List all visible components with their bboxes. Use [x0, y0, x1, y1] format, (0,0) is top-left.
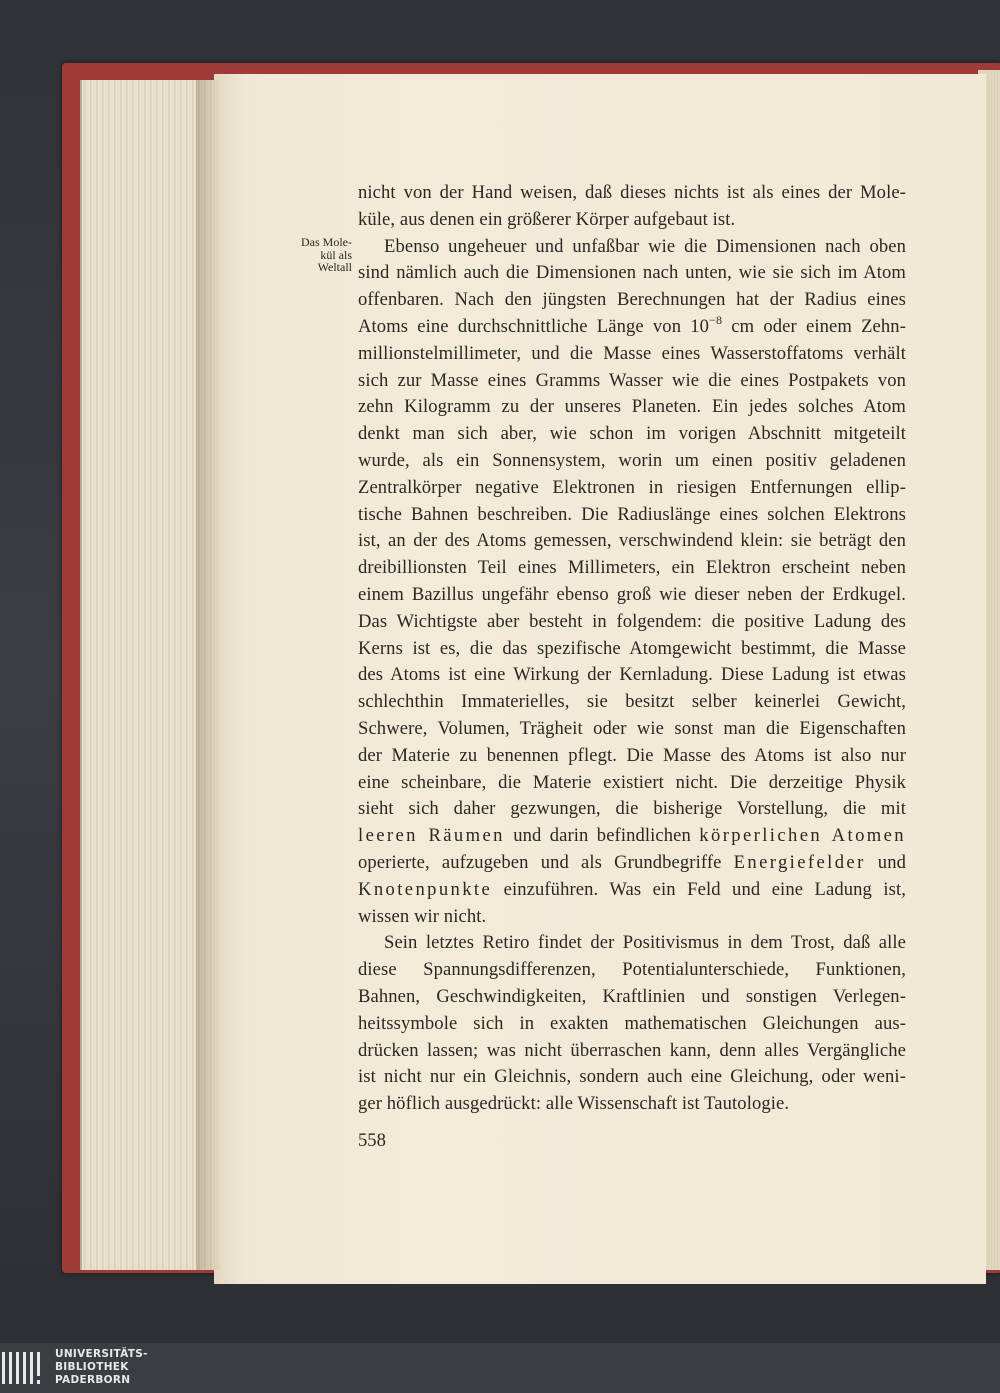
text-line: küle, aus denen ein größerer Körper aufgebaut ist. — [358, 208, 736, 230]
library-footer — [0, 1343, 1000, 1393]
text-line: drücken lassen; was nicht überraschen kann, denn alles Vergängliche — [358, 1039, 906, 1061]
text-line: Schwere, Volumen, Trägheit oder wie sonst man die Eigenschaften — [358, 717, 906, 739]
text-line: schlechthin Immaterielles, sie besitzt selber keinerlei Gewicht, — [358, 691, 906, 713]
text-line: ist nicht nur ein Gleichnis, sondern auch eine Gleichung, oder weni- — [358, 1066, 906, 1088]
text-line: wissen wir nicht. — [358, 905, 487, 927]
paragraph-2 — [358, 234, 906, 931]
text-line — [358, 850, 906, 877]
text-segment: und — [865, 851, 906, 873]
paragraph-3 — [358, 930, 906, 1118]
text-line: nicht von der Hand weisen, daß dieses nichts ist als eines der Mole- — [358, 182, 906, 203]
exponent: −8 — [709, 312, 723, 327]
logo-line: UNIVERSITÄTS- — [55, 1348, 148, 1360]
text-line: Ebenso ungeheuer und unfaßbar wie die Dimensionen nach oben — [384, 235, 906, 257]
library-logo-text — [55, 1348, 148, 1387]
text-line: tische Bahnen beschreiben. Die Radiuslänge eines solchen Elektrons — [358, 503, 906, 525]
text-segment: cm oder einem Zehn- — [722, 315, 906, 337]
text-line: des Atoms ist eine Wirkung der Kernladung. Diese Ladung ist etwas — [358, 664, 906, 686]
text-line: einem Bazillus ungefähr ebenso groß wie dieser neben der Erdkugel. — [358, 583, 906, 605]
text-line: sieht sich daher gezwungen, die bisherige Vorstellung, die mit — [358, 798, 906, 820]
spaced-term: Knotenpunkte — [358, 878, 493, 900]
logo-line: BIBLIOTHEK — [55, 1361, 129, 1373]
text-line: sich zur Masse eines Gramms Wasser wie die eines Postpakets von — [358, 369, 906, 391]
text-line: zehn Kilogramm zu der unseres Planeten. Ein jedes solches Atom — [358, 396, 906, 418]
text-line: der Materie zu benennen pflegt. Die Masse des Atoms ist also nur — [358, 744, 906, 766]
text-line — [358, 314, 906, 341]
text-segment: operierte, aufzugeben und als Grundbegriffe — [358, 851, 722, 873]
text-line: diese Spannungsdifferenzen, Potentialunterschiede, Funktionen, — [358, 959, 906, 981]
text-line: Zentralkörper negative Elektronen in riesigen Entfernungen ellip- — [358, 476, 906, 498]
text-line: eine scheinbare, die Materie existiert nicht. Die derzeitige Physik — [358, 771, 906, 793]
margin-note-line: Das Mole- — [301, 235, 352, 249]
spaced-term: leeren Räumen — [358, 825, 505, 847]
margin-note-line: kül als — [320, 247, 352, 262]
text-line: heitssymbole sich in exakten mathematischen Gleichungen aus- — [358, 1012, 906, 1034]
text-segment: einzuführen. Was ein Feld und eine Ladung ist, — [492, 878, 906, 900]
text-line: millionstelmillimeter, und die Masse eines Wasserstoffatoms verhält — [358, 342, 906, 364]
text-line: Kerns ist es, die das spezifische Atomgewicht bestimmt, die Masse — [358, 637, 906, 659]
text-segment: Atoms eine durchschnittliche Länge von 10 — [358, 315, 710, 337]
text-line: ger höflich ausgedrückt: alle Wissenschaft ist Tautologie. — [358, 1093, 790, 1115]
text-line: dreibillionsten Teil eines Millimeters, ein Elektron erscheint neben — [358, 557, 906, 579]
text-line: sind nämlich auch die Dimensionen nach unten, wie sie sich im Atom — [358, 262, 906, 284]
margin-note — [284, 236, 352, 274]
body-text — [358, 180, 906, 1118]
text-line: Das Wichtigste aber besteht in folgendem: die positive Ladung des — [358, 610, 906, 632]
text-segment: und darin befindlichen — [504, 825, 700, 847]
margin-note-line: Weltall — [317, 260, 352, 274]
library-logo-icon — [0, 1348, 48, 1388]
text-line: Sein letztes Retiro findet der Positivismus in dem Trost, daß alle — [384, 932, 906, 954]
text-line: wurde, als ein Sonnensystem, worin um einen positiv geladenen — [358, 449, 906, 471]
page-number: 558 — [358, 1130, 386, 1151]
paragraph-1 — [358, 180, 906, 234]
gutter-shadow — [196, 80, 222, 1270]
text-line — [358, 823, 906, 850]
text-line: Bahnen, Geschwindigkeiten, Kraftlinien und sonstigen Verlegen- — [358, 985, 906, 1007]
text-line: offenbaren. Nach den jüngsten Berechnungen hat der Radius eines — [358, 289, 906, 311]
spaced-term: körperlichen Atomen — [699, 825, 906, 847]
logo-line: PADERBORN — [55, 1374, 131, 1386]
spaced-term: Energiefelder — [733, 851, 866, 873]
text-line: ist, an der des Atoms gemessen, verschwindend klein: sie beträgt den — [358, 530, 906, 552]
text-line — [358, 877, 906, 904]
text-line: denkt man sich aber, wie schon im vorigen Abschnitt mitgeteilt — [358, 423, 906, 445]
